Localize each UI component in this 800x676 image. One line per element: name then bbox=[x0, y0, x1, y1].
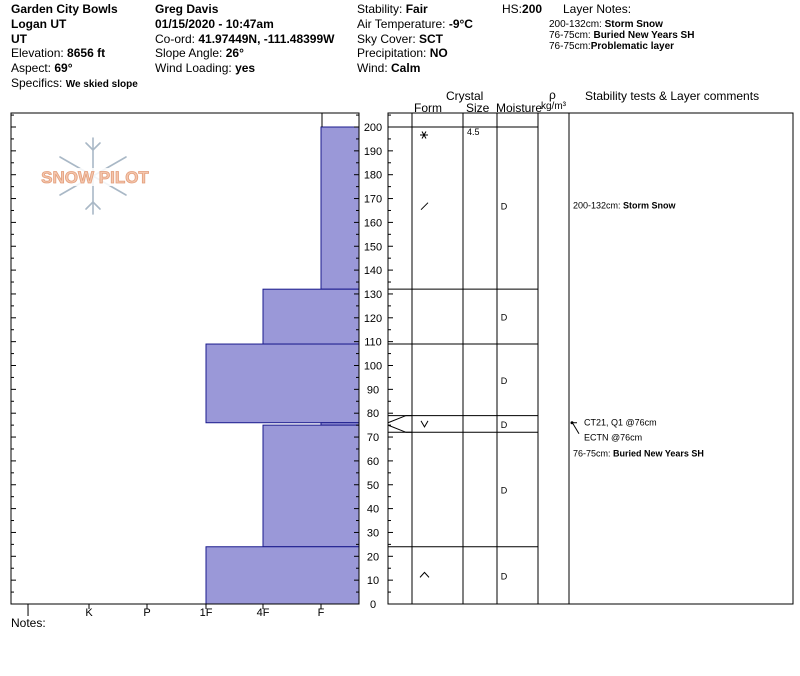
y-tick-label: 180 bbox=[363, 169, 383, 182]
y-tick-label: 0 bbox=[369, 599, 377, 611]
hardness-bar bbox=[321, 127, 359, 289]
y-tick-label: 20 bbox=[366, 551, 380, 564]
y-tick-label: 80 bbox=[366, 408, 380, 421]
y-tick-label: 200 bbox=[363, 122, 383, 134]
wind: Wind: Calm bbox=[357, 61, 421, 75]
stability-test-result: CT21, Q1 @76cm bbox=[584, 417, 657, 428]
x-tick-label: P bbox=[143, 607, 151, 619]
moisture-value: D bbox=[500, 485, 508, 496]
hardness-bar bbox=[263, 289, 359, 344]
observer: Greg Davis bbox=[155, 2, 219, 16]
svg-text:SNOW PILOT: SNOW PILOT bbox=[41, 168, 149, 187]
size-header: Size bbox=[466, 101, 490, 115]
y-tick-label: 120 bbox=[363, 312, 383, 325]
y-tick-label: 50 bbox=[366, 479, 380, 492]
x-tick-label: 4F bbox=[256, 607, 270, 619]
x-tick-label: I bbox=[26, 607, 30, 619]
y-tick-label: 160 bbox=[363, 217, 383, 230]
y-tick-label: 170 bbox=[363, 193, 383, 206]
density-unit: kg/m³ bbox=[541, 101, 566, 112]
grain-size-value: 4.5 bbox=[467, 127, 480, 137]
layer-table-frame bbox=[388, 113, 793, 604]
moisture-value: D bbox=[500, 419, 508, 430]
area-name: Logan UT bbox=[11, 17, 67, 31]
sky-cover: Sky Cover: SCT bbox=[357, 32, 444, 46]
elevation: Elevation: 8656 ft bbox=[11, 46, 106, 60]
coordinates: Co-ord: 41.97449N, -111.48399W bbox=[155, 32, 335, 46]
x-tick-label: 1F bbox=[199, 607, 213, 619]
y-tick-label: 30 bbox=[366, 527, 380, 540]
date-time: 01/15/2020 - 10:47am bbox=[155, 17, 274, 31]
density-symbol: ρ bbox=[549, 88, 556, 102]
new-snow-icon bbox=[420, 132, 428, 139]
layer-connector bbox=[388, 416, 412, 423]
layer-notes-title: Layer Notes: bbox=[563, 2, 632, 16]
layer-comment: 200-132cm: Storm Snow bbox=[573, 200, 676, 211]
aspect: Aspect: 69° bbox=[11, 61, 73, 75]
crystal-header: Crystal bbox=[446, 89, 484, 103]
state-name: UT bbox=[11, 32, 27, 46]
location-name: Garden City Bowls bbox=[11, 2, 118, 16]
y-tick-label: 140 bbox=[363, 265, 383, 278]
layer-note: 76-75cm: Buried New Years SH bbox=[549, 30, 695, 41]
notes-label: Notes: bbox=[11, 616, 46, 630]
comments-header: Stability tests & Layer comments bbox=[585, 89, 760, 103]
air-temperature: Air Temperature: -9°C bbox=[357, 17, 473, 31]
moisture-value: D bbox=[500, 201, 508, 212]
slope-angle: Slope Angle: 26° bbox=[155, 46, 244, 60]
y-tick-label: 90 bbox=[366, 384, 380, 397]
y-tick-label: 70 bbox=[366, 432, 380, 445]
y-tick-label: 100 bbox=[363, 360, 383, 373]
y-tick-label: 110 bbox=[364, 336, 382, 349]
precipitation: Precipitation: NO bbox=[357, 46, 448, 60]
x-tick-label: K bbox=[85, 607, 93, 619]
melt-freeze-icon bbox=[420, 572, 429, 577]
y-tick-label: 40 bbox=[366, 503, 380, 516]
layer-comment: 76-75cm: Buried New Years SH bbox=[573, 448, 704, 459]
y-tick-label: 10 bbox=[366, 575, 380, 588]
specifics: Specifics: We skied slope bbox=[11, 76, 138, 90]
y-tick-label: 60 bbox=[366, 455, 380, 468]
moisture-header: Moisture bbox=[496, 101, 543, 115]
moisture-value: D bbox=[500, 571, 508, 582]
layer-connector bbox=[388, 425, 412, 432]
form-header: Form bbox=[414, 101, 442, 115]
x-tick-label: F bbox=[317, 607, 325, 619]
y-tick-label: 150 bbox=[363, 241, 383, 254]
moisture-value: D bbox=[500, 375, 508, 386]
hardness-bar bbox=[263, 425, 359, 547]
y-tick-label: 130 bbox=[363, 288, 383, 301]
decomposing-fragments-icon bbox=[421, 203, 428, 210]
wind-loading: Wind Loading: yes bbox=[155, 61, 256, 75]
stability: Stability: Fair bbox=[357, 2, 428, 16]
layer-note: 76-75cm:Problematic layer bbox=[549, 41, 675, 52]
surface-hoar-icon bbox=[421, 421, 428, 427]
y-tick-label: 190 bbox=[363, 145, 383, 158]
stability-test-result: ECTN @76cm bbox=[584, 432, 643, 443]
snowpilot-logo bbox=[36, 138, 156, 214]
test-pointer bbox=[573, 424, 579, 434]
layer-note: 200-132cm: Storm Snow bbox=[549, 19, 663, 30]
hardness-bar bbox=[206, 344, 359, 423]
hardness-bar bbox=[206, 547, 359, 604]
snow-height: HS:200 bbox=[502, 2, 543, 16]
moisture-value: D bbox=[500, 312, 508, 323]
